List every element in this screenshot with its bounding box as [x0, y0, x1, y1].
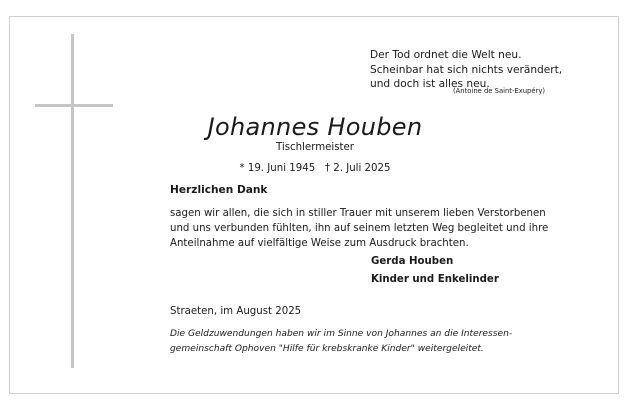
quote-line: Scheinbar hat sich nichts verändert,	[370, 63, 563, 76]
life-dates: * 19. Juni 1945 † 2. Juli 2025	[239, 163, 391, 174]
place-date: Straeten, im August 2025	[170, 306, 302, 317]
donation-line: Die Geldzuwendungen haben wir im Sinne von Johannes an die Interessen-	[170, 329, 513, 339]
signatory: Kinder und Enkelinder	[371, 274, 499, 285]
thanks-line: sagen wir allen, die sich in stiller Trauer mit unserem lieben Verstorbenen	[170, 208, 546, 219]
donation-note	[170, 327, 570, 357]
deceased-profession: Tischlermeister	[276, 142, 354, 153]
thanks-heading: Herzlichen Dank	[170, 184, 268, 196]
thanks-line: Anteilnahme auf vielfältige Weise zum Ausdruck brachten.	[170, 238, 469, 249]
quote	[370, 48, 570, 92]
deceased-name: Johannes Houben	[207, 113, 423, 141]
cross-icon	[71, 34, 74, 368]
quote-line: Der Tod ordnet die Welt neu.	[370, 49, 522, 61]
thanks-text	[170, 206, 570, 251]
quote-line: und doch ist alles neu.	[370, 78, 490, 90]
donation-line: gemeinschaft Ophoven "Hilfe für krebskranke Kinder" weitergeleitet.	[170, 344, 484, 354]
cross-icon-bar	[35, 104, 113, 107]
thanks-line: und uns verbunden fühlten, ihn auf seinem letzten Weg begleitet und ihre	[170, 223, 549, 234]
signatory: Gerda Houben	[371, 256, 454, 267]
quote-author: (Antoine de Saint-Exupéry)	[453, 87, 546, 95]
